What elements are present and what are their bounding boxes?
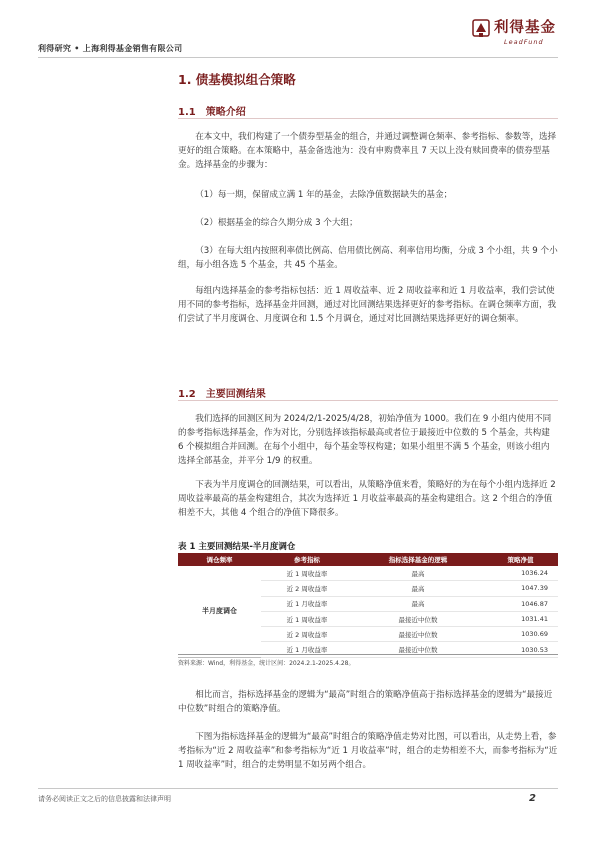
header-org: 利得研究 • 上海利得基金销售有限公司 (38, 44, 183, 53)
table-cell-logic: 最接近中位数 (353, 642, 483, 657)
column-header: 指标选择基金的逻辑 (353, 553, 483, 566)
table-cell-logic: 最接近中位数 (353, 611, 483, 626)
brand-logo (470, 14, 565, 54)
footer-disclaimer: 请务必阅读正文之后的信息披露和法律声明 (38, 795, 171, 803)
table-bottom-rule (178, 654, 558, 655)
column-header: 参考指标 (261, 553, 353, 566)
table-cell-indicator: 近 1 月收益率 (261, 642, 353, 657)
subsection-divider (178, 400, 558, 401)
paragraph: 每组内选择基金的参考指标包括：近 1 周收益率、近 2 周收益率和近 1 月收益率，我们尝试使用不同的参考指标，选择基金并回测，通过对比回测结果选择更好的参考指标。在调仓频率方面，我们尝试了半月度调仓、月度调仓和 1.5 个月调仓，通过对比回测结果选择更好的调仓频率。 (178, 286, 557, 324)
logo-english: LeadFund (504, 38, 544, 46)
results-table (178, 553, 558, 658)
table-cell-value: 1030.69 (483, 627, 558, 642)
header-divider (38, 57, 558, 58)
paragraph: 下表为半月度调仓的回测结果，可以看出，从策略净值来看，策略好的为在每个小组内选择近 2 周收益率最高的基金构建组合，其次为选择近 1 月收益率最高的基金构建组合。这 2 个组合的净值相差不大，其他 4 个组合的净值下降很多。 (178, 480, 556, 518)
table-cell-logic: 最高 (353, 566, 483, 581)
paragraph: （3）在每大组内按照利率债比例高、信用债比例高、利率信用均衡，分成 3 个小组，共 9 个小组，每小组各选 5 个基金，共 45 个基金。 (178, 246, 558, 270)
footer-divider (38, 788, 558, 789)
subsection-title-results: 1.2 主要回测结果 (178, 389, 266, 400)
column-header: 调仓频率 (178, 553, 261, 566)
table-cell-value: 1047.39 (483, 581, 558, 596)
table-source-note: 资料来源：Wind，利得基金，统计区间：2024.2.1-2025.4.28。 (178, 660, 355, 667)
paragraph: 我们选择的回测区间为 2024/2/1-2025/4/28，初始净值为 1000。我们在 9 小组内使用不同的参考指标选择基金，作为对比，分别选择该指标最高或者位于最接近中位数的 5 个基金，共构建 6 个模拟组合并回测。在每个小组中，每个基金等权构建；如果小组里不满 5 个基金，则该小组内选择全部基金，并平分 1/9 的权重。 (178, 414, 552, 466)
table-row (178, 566, 558, 581)
table-cell-indicator: 近 1 周收益率 (261, 566, 353, 581)
table-caption: 表 1 主要回测结果-半月度调仓 (178, 542, 296, 552)
paragraph: 在本文中，我们构建了一个债券型基金的组合，并通过调整调仓频率、参考指标、参数等，选择更好的组合策略。在本策略中，基金备选池为：没有申购费率且 7 天以上没有赎回费率的债券型基金。选择基金的步骤为： (178, 132, 557, 170)
paragraph: （2）根据基金的综合久期分成 3 个大组； (195, 218, 358, 228)
table-cell-indicator: 近 1 月收益率 (261, 596, 353, 611)
logo-emblem-icon (470, 16, 492, 40)
table-cell-indicator: 近 2 周收益率 (261, 581, 353, 596)
paragraph: 相比而言，指标选择基金的逻辑为“最高”时组合的策略净值高于指标选择基金的逻辑为“最接近中位数”时组合的策略净值。 (178, 690, 553, 714)
subsection-title-strategy: 1.1 策略介绍 (178, 107, 246, 118)
table-cell-logic: 最高 (353, 596, 483, 611)
paragraph: 下图为指标选择基金的逻辑为“最高”时组合的策略净值走势对比图，可以看出，从走势上看，参考指标为“近 2 周收益率”和参考指标为“近 1 月收益率”时，组合的走势相差不大，而参考指标为“近 1 周收益率”时，组合的走势明显不如另两个组合。 (178, 732, 558, 770)
table-cell-frequency: 半月度调仓 (178, 566, 261, 657)
table-cell-value: 1046.87 (483, 596, 558, 611)
page-number: 2 (529, 793, 536, 804)
table-cell-logic: 最接近中位数 (353, 627, 483, 642)
table-cell-value: 1036.24 (483, 566, 558, 581)
table-cell-logic: 最高 (353, 581, 483, 596)
table-cell-value: 1030.53 (483, 642, 558, 657)
paragraph: （1）每一期，保留成立满 1 年的基金，去除净值数据缺失的基金； (195, 190, 453, 200)
section-title: 1. 债基模拟组合策略 (178, 72, 296, 87)
table-header-row (178, 553, 558, 566)
subsection-divider (178, 118, 558, 119)
table-cell-indicator: 近 1 周收益率 (261, 611, 353, 626)
table-cell-indicator: 近 2 周收益率 (261, 627, 353, 642)
column-header: 策略净值 (483, 553, 558, 566)
logo-chinese: 利得基金 (494, 20, 556, 36)
table-cell-value: 1031.41 (483, 611, 558, 626)
